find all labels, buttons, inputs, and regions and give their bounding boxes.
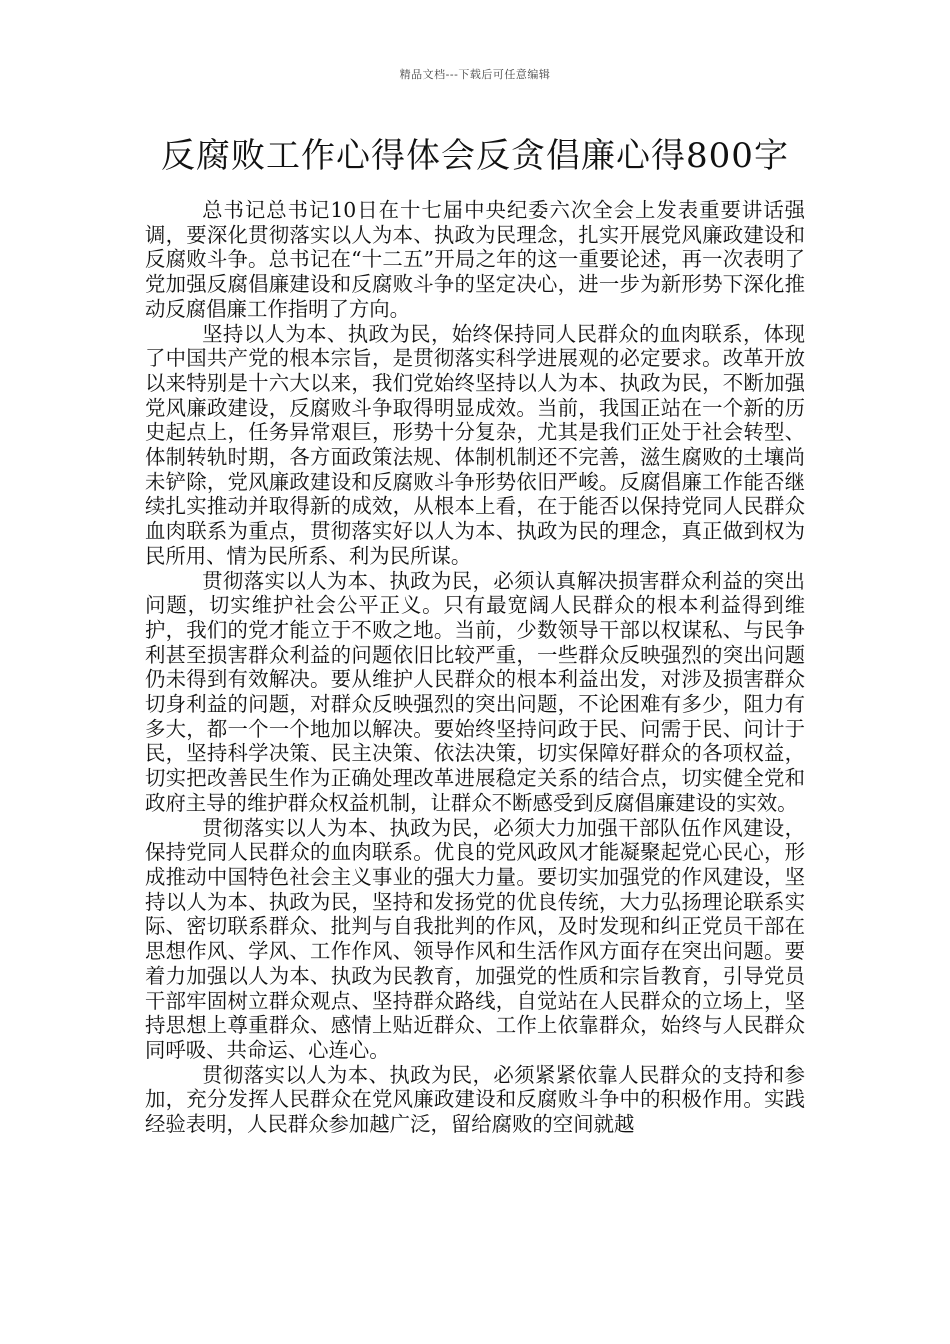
header-note: 精品文档---下载后可任意编辑 xyxy=(399,68,551,81)
paragraph: 贯彻落实以人为本、执政为民，必须认真解决损害群众利益的突出问题，切实维护社会公平正义。只有最宽阔人民群众的根本利益得到维护，我们的党才能立于不败之地。当前，少数领导干部以权谋私、与民争利甚至损害群众利益的问题依旧比较严重，一些群众反映强烈的突出问题仍未得到有效解决。要从维护人民群众的根本利益出发，对涉及损害群众切身利益的问题，对群众反映强烈的突出问题，不论困难有多少，阻力有多大，都一个一个地加以解决。要始终坚持问政于民、问需于民、问计于民，坚持科学决策、民主决策、依法决策，切实保障好群众的各项权益，切实把改善民生作为正确处理改革进展稳定关系的结合点，切实健全党和政府主导的维护群众权益机制，让群众不断感受到反腐倡廉建设的实效。 xyxy=(145,568,805,815)
paragraph: 坚持以人为本、执政为民，始终保持同人民群众的血肉联系，体现了中国共产党的根本宗旨，是贯彻落实科学进展观的必定要求。改革开放以来特别是十六大以来，我们党始终坚持以人为本、执政为民，不断加强党风廉政建设，反腐败斗争取得明显成效。当前，我国正站在一个新的历史起点上，任务异常艰巨，形势十分复杂，尤其是我们正处于社会转型、体制转轨时期，各方面政策法规、体制机制还不完善，滋生腐败的土壤尚未铲除，党风廉政建设和反腐败斗争形势依旧严峻。反腐倡廉工作能否继续扎实推动并取得新的成效，从根本上看，在于能否以保持党同人民群众血肉联系为重点，贯彻落实好以人为本、执政为民的理念，真正做到权为民所用、情为民所系、利为民所谋。 xyxy=(145,321,805,568)
paragraph: 贯彻落实以人为本、执政为民，必须大力加强干部队伍作风建设，保持党同人民群众的血肉联系。优良的党风政风才能凝聚起党心民心，形成推动中国特色社会主义事业的强大力量。要切实加强党的作风建设，坚持以人为本、执政为民，坚持和发扬党的优良传统，大力弘扬理论联系实际、密切联系群众、批判与自我批判的作风，及时发现和纠正党员干部在思想作风、学风、工作作风、领导作风和生活作风方面存在突出问题。要着力加强以人为本、执政为民教育，加强党的性质和宗旨教育，引导党员干部牢固树立群众观点、坚持群众路线，自觉站在人民群众的立场上，坚持思想上尊重群众、感情上贴近群众、工作上依靠群众，始终与人民群众同呼吸、共命运、心连心。 xyxy=(145,815,805,1062)
paragraph: 总书记总书记10日在十七届中央纪委六次全会上发表重要讲话强调，要深化贯彻落实以人为本、执政为民理念，扎实开展党风廉政建设和反腐败斗争。总书记在“十二五”开局之年的这一重要论述，再一次表明了党加强反腐倡廉建设和反腐败斗争的坚定决心，进一步为新形势下深化推动反腐倡廉工作指明了方向。 xyxy=(145,198,805,321)
document-body xyxy=(145,198,805,1137)
paragraph: 贯彻落实以人为本、执政为民，必须紧紧依靠人民群众的支持和参加，充分发挥人民群众在党风廉政建设和反腐败斗争中的积极作用。实践经验表明，人民群众参加越广泛，留给腐败的空间就越 xyxy=(145,1062,805,1137)
document-title: 反腐败工作心得体会反贪倡廉心得800字 xyxy=(161,136,789,176)
